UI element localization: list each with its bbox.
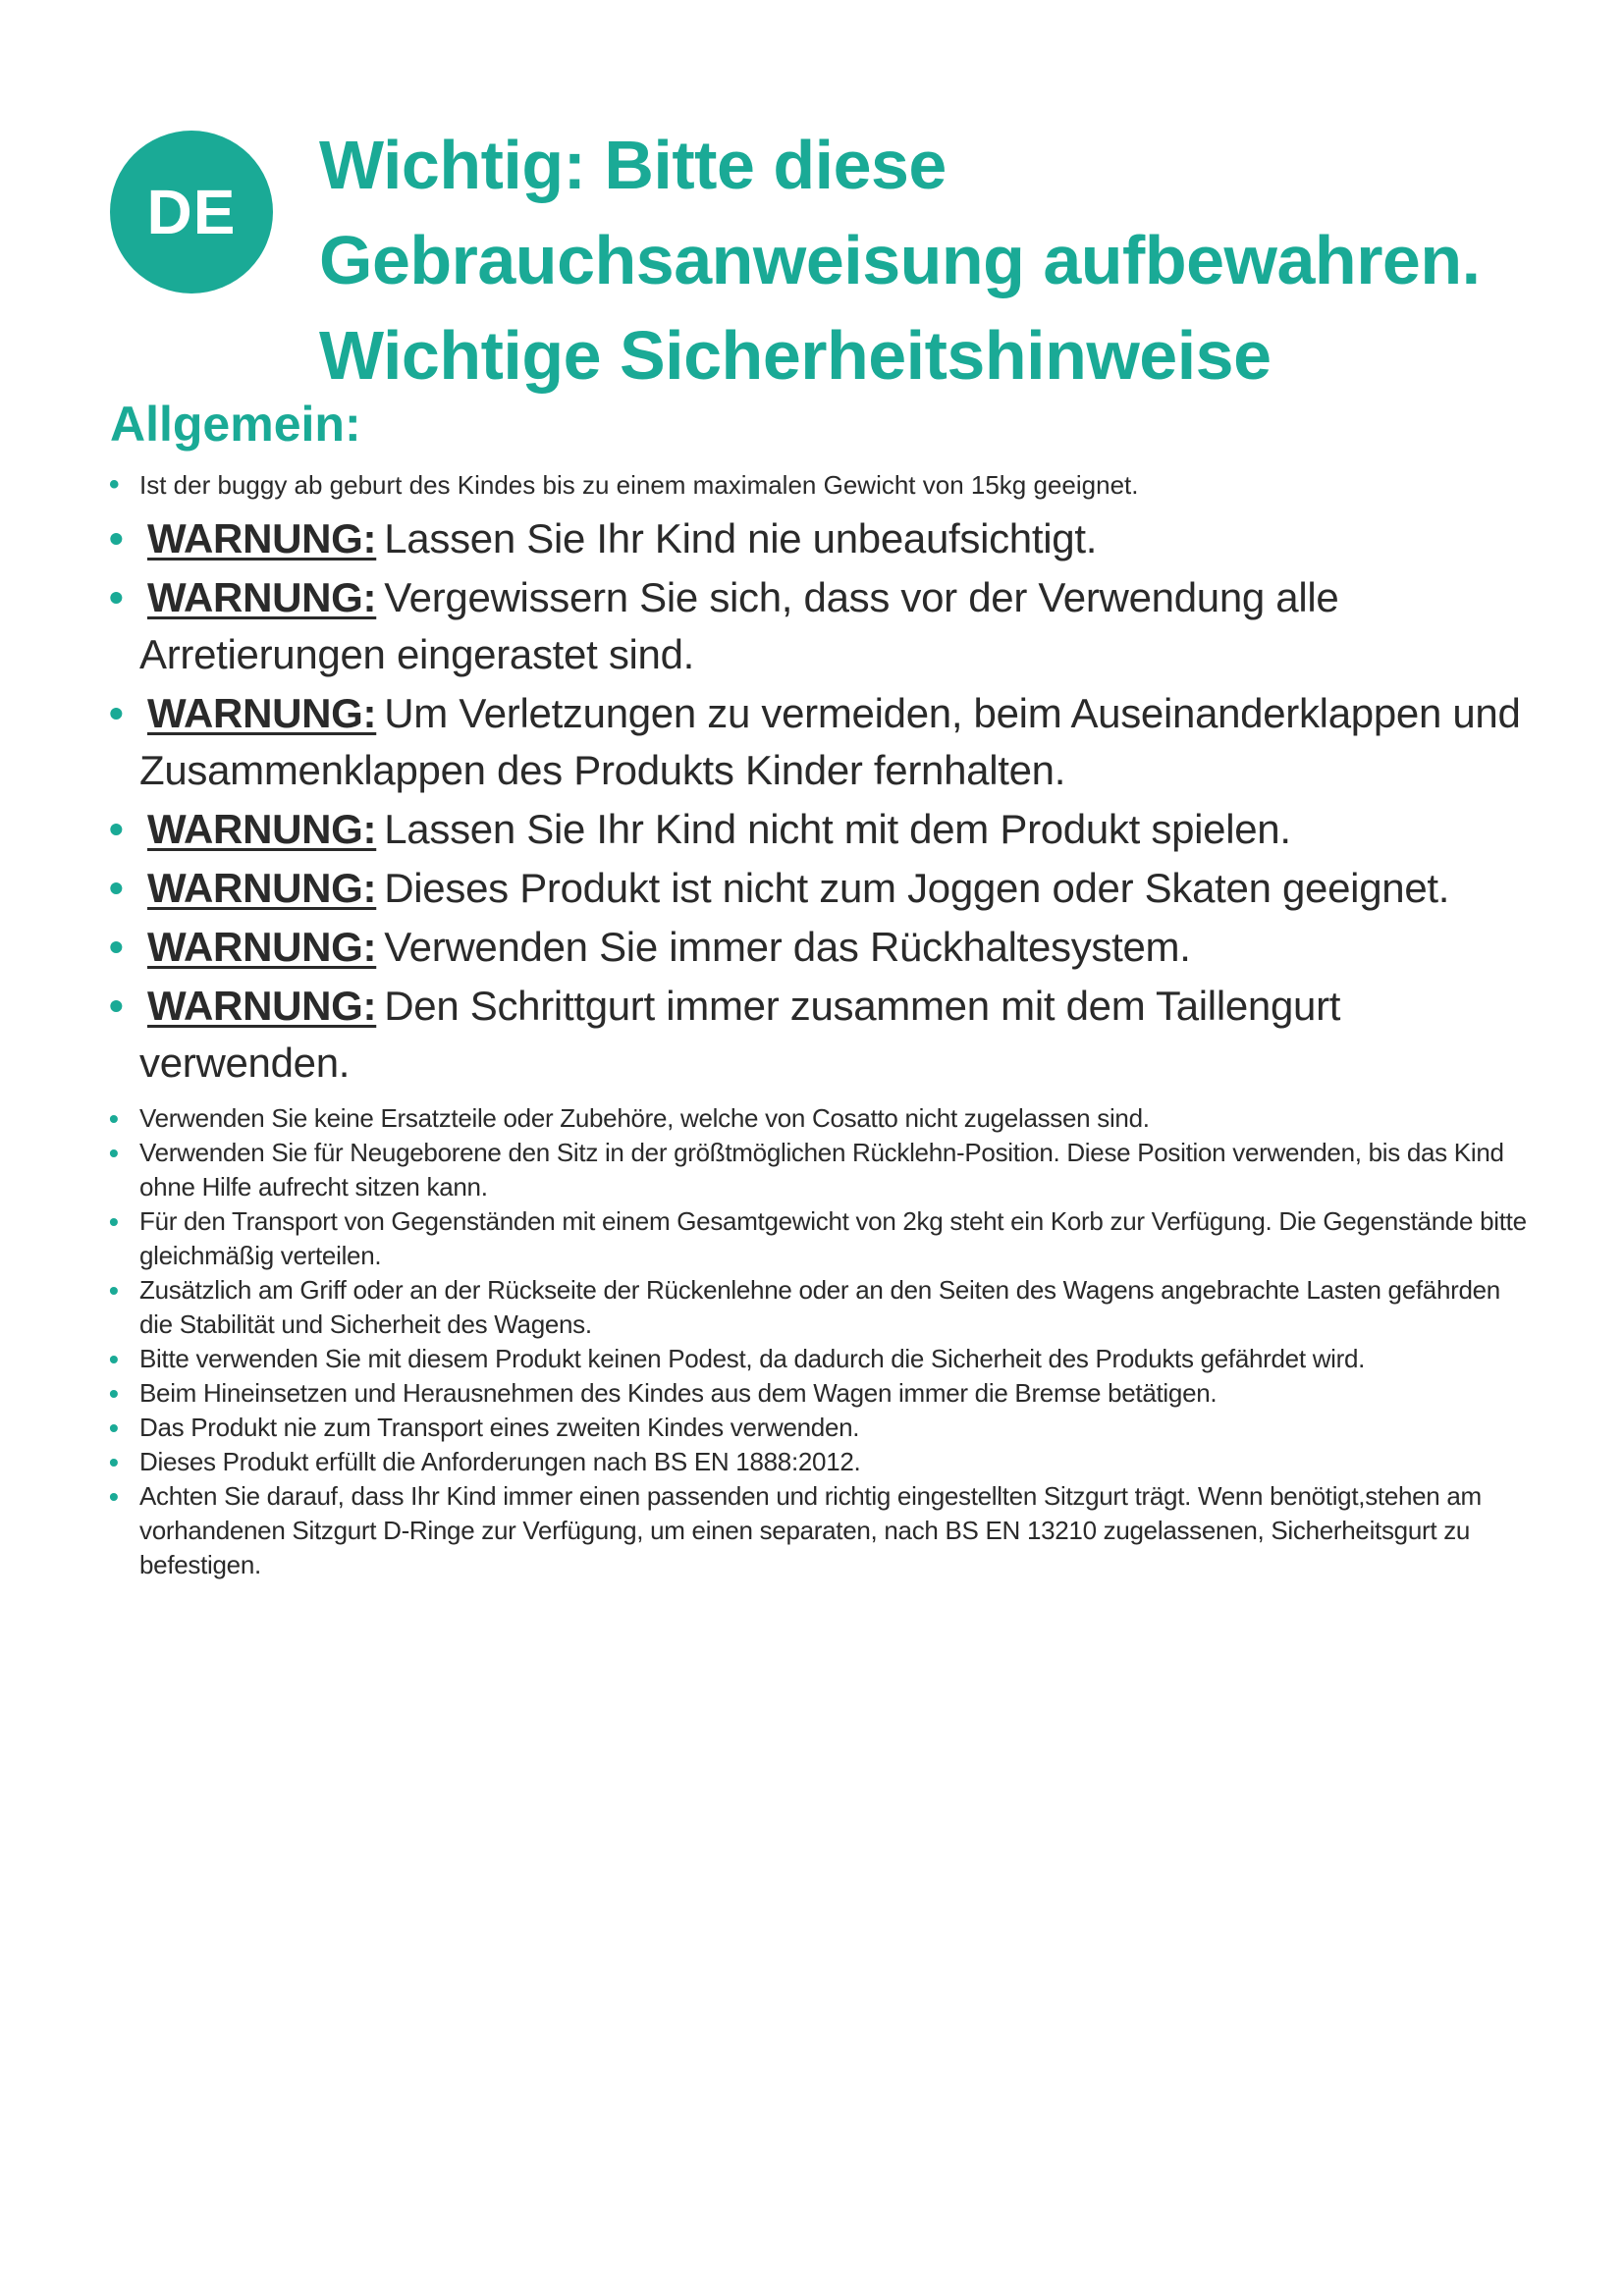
warning-text: Dieses Produkt ist nicht zum Joggen oder Skaten geeignet. bbox=[384, 865, 1450, 911]
notes-list bbox=[106, 1101, 1530, 1582]
note-item bbox=[106, 1204, 1530, 1273]
warning-text: Verwenden Sie immer das Rückhaltesystem. bbox=[384, 924, 1191, 970]
bullet-icon: • bbox=[109, 1378, 119, 1409]
page-title bbox=[319, 118, 1596, 403]
note-text: Beim Hineinsetzen und Herausnehmen des Kindes aus dem Wagen immer die Bremse betätigen. bbox=[139, 1378, 1218, 1408]
warning-text: Um Verletzungen zu vermeiden, beim Auseinanderklappen und Zusammenklappen des Produkts Kinder fernhalten. bbox=[139, 690, 1521, 793]
title-line-3: Wichtige Sicherheitshinweise bbox=[319, 317, 1272, 394]
note-item bbox=[106, 1342, 1530, 1376]
bullet-icon: • bbox=[109, 1344, 119, 1374]
warning-label: WARNUNG: bbox=[147, 865, 377, 911]
warning-label: WARNUNG: bbox=[147, 924, 377, 970]
warning-text: Lassen Sie Ihr Kind nie unbeaufsichtigt. bbox=[384, 515, 1098, 561]
bullet-icon: • bbox=[109, 1481, 119, 1512]
warning-list bbox=[106, 510, 1530, 1094]
warning-label: WARNUNG: bbox=[147, 690, 377, 736]
warning-item bbox=[106, 685, 1530, 799]
warning-label: WARNUNG: bbox=[147, 983, 377, 1029]
bullet-icon: • bbox=[109, 1206, 119, 1237]
note-item bbox=[106, 1101, 1530, 1136]
note-text: Das Produkt nie zum Transport eines zweiten Kindes verwenden. bbox=[139, 1413, 860, 1442]
bullet-icon: • bbox=[109, 574, 124, 620]
bullet-icon: • bbox=[109, 983, 124, 1029]
language-badge bbox=[110, 131, 273, 294]
bullet-icon: • bbox=[109, 1447, 119, 1477]
bullet-icon: • bbox=[109, 690, 124, 736]
intro-item-text: Ist der buggy ab geburt des Kindes bis zu einem maximalen Gewicht von 15kg geeignet. bbox=[139, 470, 1139, 500]
note-item bbox=[106, 1376, 1530, 1411]
warning-text: Den Schrittgurt immer zusammen mit dem Taillengurt verwenden. bbox=[139, 983, 1341, 1086]
warning-item bbox=[106, 860, 1530, 917]
language-badge-label: DE bbox=[146, 177, 237, 247]
bullet-icon: • bbox=[109, 1103, 119, 1134]
bullet-icon: • bbox=[109, 924, 124, 970]
warning-item bbox=[106, 569, 1530, 683]
note-item bbox=[106, 1479, 1530, 1582]
warning-text: Lassen Sie Ihr Kind nicht mit dem Produkt spielen. bbox=[384, 806, 1291, 852]
note-text: Bitte verwenden Sie mit diesem Produkt keinen Podest, da dadurch die Sicherheit des Produkts gefährdet wird. bbox=[139, 1344, 1366, 1373]
warning-label: WARNUNG: bbox=[147, 515, 377, 561]
bullet-icon: • bbox=[109, 806, 124, 852]
bullet-icon: • bbox=[109, 1413, 119, 1443]
note-text: Verwenden Sie keine Ersatzteile oder Zubehöre, welche von Cosatto nicht zugelassen sind. bbox=[139, 1103, 1150, 1133]
title-line-2: Gebrauchsanweisung aufbewahren. bbox=[319, 222, 1481, 298]
warning-item bbox=[106, 801, 1530, 858]
note-text: Zusätzlich am Griff oder an der Rückseite der Rückenlehne oder an den Seiten des Wagens angebrachte Lasten gefährden die Stabilität und Sicherheit des Wagens. bbox=[139, 1275, 1500, 1339]
note-text: Verwenden Sie für Neugeborene den Sitz in der größtmöglichen Rücklehn-Position. Diese Position verwenden, bis das Kind ohne Hilfe aufrecht sitzen kann. bbox=[139, 1138, 1504, 1201]
warning-label: WARNUNG: bbox=[147, 574, 377, 620]
bullet-icon: • bbox=[109, 468, 120, 501]
note-item bbox=[106, 1445, 1530, 1479]
bullet-icon: • bbox=[109, 515, 124, 561]
section-title: Allgemein: bbox=[110, 397, 361, 452]
warning-text: Vergewissern Sie sich, dass vor der Verwendung alle Arretierungen eingerastet sind. bbox=[139, 574, 1339, 677]
note-item bbox=[106, 1136, 1530, 1204]
note-text: Dieses Produkt erfüllt die Anforderungen nach BS EN 1888:2012. bbox=[139, 1447, 861, 1476]
warning-item bbox=[106, 919, 1530, 976]
warning-item bbox=[106, 978, 1530, 1092]
bullet-icon: • bbox=[109, 865, 124, 911]
note-item bbox=[106, 1273, 1530, 1342]
bullet-icon: • bbox=[109, 1275, 119, 1306]
intro-list bbox=[106, 465, 1530, 510]
title-line-1: Wichtig: Bitte diese bbox=[319, 127, 947, 203]
warning-item bbox=[106, 510, 1530, 567]
warning-label: WARNUNG: bbox=[147, 806, 377, 852]
list-item bbox=[106, 465, 1530, 505]
note-text: Achten Sie darauf, dass Ihr Kind immer einen passenden und richtig eingestellten Sitzgurt trägt. Wenn benötigt,stehen am vorhandenen Sitzgurt D-Ringe zur Verfügung, um einen separaten, nach BS EN 13210 zugelassenen, Sicherheitsgurt zu befestigen. bbox=[139, 1481, 1482, 1579]
note-item bbox=[106, 1411, 1530, 1445]
note-text: Für den Transport von Gegenständen mit einem Gesamtgewicht von 2kg steht ein Korb zur Verfügung. Die Gegenstände bitte gleichmäßig verteilen. bbox=[139, 1206, 1527, 1270]
bullet-icon: • bbox=[109, 1138, 119, 1168]
